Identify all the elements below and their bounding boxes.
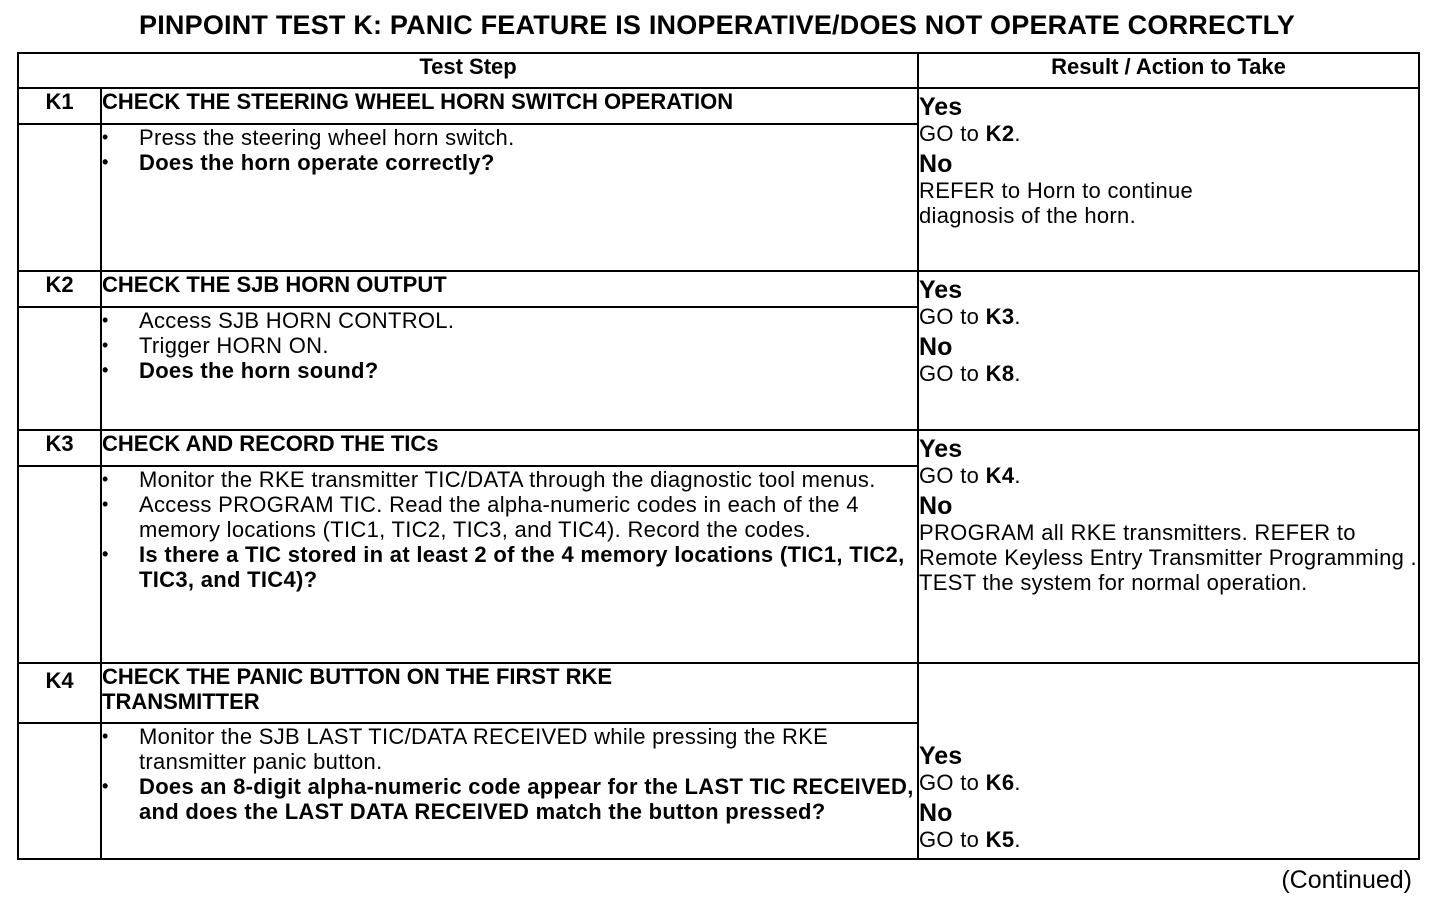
step-bullet: • Monitor the RKE transmitter TIC/DATA through the diagnostic tool menus. — [102, 467, 917, 492]
yes-label: Yes — [919, 93, 963, 121]
step-question: • Does an 8-digit alpha-numeric code appear for the LAST TIC RECEIVED, and does the LAST DATA RECEIVED match the button pressed? — [102, 774, 917, 824]
result-header: Result / Action to Take — [918, 53, 1419, 88]
step-bullet: • Press the steering wheel horn switch. — [102, 125, 917, 150]
step-question: • Does the horn sound? — [102, 358, 917, 383]
result-cell — [918, 430, 1419, 663]
yes-action: GO to K3. — [919, 304, 1021, 329]
step-title: CHECK THE STEERING WHEEL HORN SWITCH OPERATION — [101, 88, 918, 124]
step-id: K2 — [18, 271, 101, 307]
step-title-row — [18, 271, 1419, 307]
step-title-row — [18, 88, 1419, 124]
step-title: CHECK THE SJB HORN OUTPUT — [101, 271, 918, 307]
step-bullet: • Trigger HORN ON. — [102, 333, 917, 358]
step-bullet: • Monitor the SJB LAST TIC/DATA RECEIVED while pressing the RKE transmitter panic button. — [102, 724, 917, 774]
step-body — [101, 466, 918, 663]
no-action: GO to K5. — [919, 827, 1021, 852]
page-title: PINPOINT TEST K: PANIC FEATURE IS INOPERATIVE/DOES NOT OPERATE CORRECTLY — [139, 10, 1295, 40]
result-cell — [918, 663, 1419, 859]
step-body — [101, 307, 918, 430]
step-question: • Is there a TIC stored in at least 2 of the 4 memory locations (TIC1, TIC2, TIC3, and TIC4)? — [102, 542, 917, 592]
yes-label: Yes — [919, 742, 963, 770]
step-bullet: • Access PROGRAM TIC. Read the alpha-numeric codes in each of the 4 memory locations (TIC1, TIC2, TIC3, and TIC4). Record the codes. — [102, 492, 917, 542]
step-title-row — [18, 430, 1419, 466]
result-cell — [918, 88, 1419, 271]
yes-action: GO to K6. — [919, 770, 1021, 795]
no-label: No — [919, 492, 953, 520]
step-title-row — [18, 663, 1419, 723]
no-action: REFER to Horn to continue diagnosis of the horn. — [919, 178, 1194, 228]
table-header-row — [18, 53, 1419, 88]
step-title: CHECK AND RECORD THE TICs — [101, 430, 918, 466]
no-label: No — [919, 150, 953, 178]
step-bullet: • Access SJB HORN CONTROL. — [102, 308, 917, 333]
step-id: K4 — [18, 663, 101, 723]
yes-label: Yes — [919, 276, 963, 304]
no-label: No — [919, 333, 953, 361]
yes-action: GO to K4. — [919, 463, 1021, 488]
step-id: K3 — [18, 430, 101, 466]
yes-action: GO to K2. — [919, 121, 1021, 146]
yes-label: Yes — [919, 435, 963, 463]
step-id: K1 — [18, 88, 101, 124]
step-body — [101, 723, 918, 859]
step-body — [101, 124, 918, 271]
no-action: GO to K8. — [919, 361, 1021, 386]
step-title: CHECK THE PANIC BUTTON ON THE FIRST RKE TRANSMITTER — [101, 663, 918, 723]
continued-note: (Continued) — [1281, 866, 1412, 894]
pinpoint-test-table — [17, 52, 1420, 860]
step-question: • Does the horn operate correctly? — [102, 150, 917, 175]
no-action: PROGRAM all RKE transmitters. REFER to Remote Keyless Entry Transmitter Programming . TEST the system for normal operation. — [919, 520, 1417, 595]
result-cell — [918, 271, 1419, 430]
no-label: No — [919, 799, 953, 827]
test-step-header: Test Step — [18, 53, 918, 88]
